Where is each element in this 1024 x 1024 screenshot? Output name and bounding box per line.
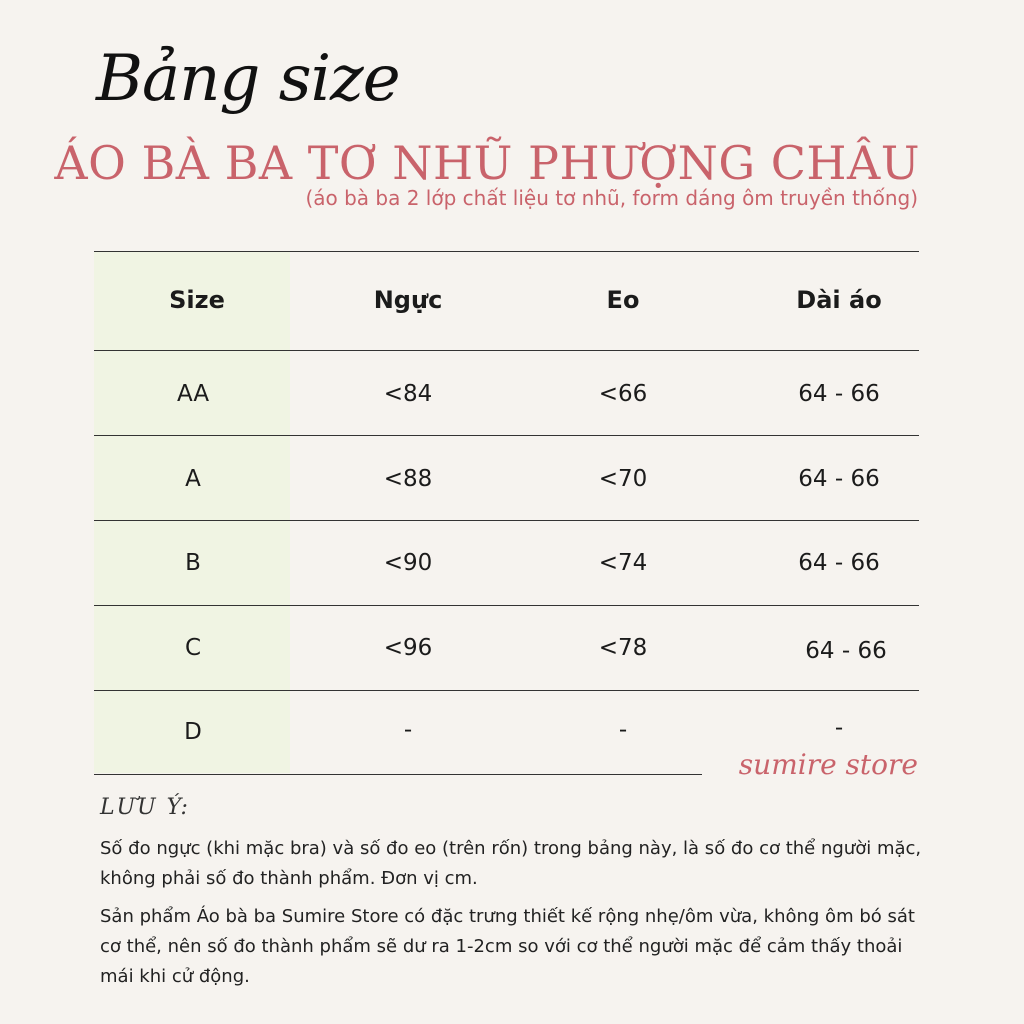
waist-cell: <74 [598, 550, 648, 576]
product-title: ÁO BÀ BA TƠ NHŨ PHƯỢNG CHÂU [54, 136, 920, 190]
chest-cell: <96 [383, 635, 433, 661]
length-cell: - [834, 715, 844, 741]
chest-cell: <90 [383, 550, 433, 576]
table-header-rule [94, 350, 919, 351]
brand-signature: sumire store [738, 748, 918, 781]
waist-cell: <66 [598, 381, 648, 407]
note-paragraph-measurements: Số đo ngực (khi mặc bra) và số đo eo (trên rốn) trong bảng này, là số đo cơ thể người mặc, không phải số đo thành phẩm. Đơn vị cm. [100, 838, 922, 889]
size-column-background [94, 251, 290, 773]
length-cell: 64 - 66 [805, 638, 887, 664]
table-row-rule [94, 690, 919, 691]
size-cell: B [185, 550, 201, 576]
size-cell: D [184, 719, 202, 745]
chest-cell: <88 [383, 466, 433, 492]
table-row-rule [94, 520, 919, 521]
column-header-chest: Ngực [373, 286, 443, 314]
chest-cell: <84 [383, 381, 433, 407]
script-title: Bảng size [96, 42, 400, 116]
size-cell: A [185, 466, 201, 492]
table-bottom-rule [94, 774, 702, 775]
length-cell: 64 - 66 [798, 550, 880, 576]
waist-cell: <70 [598, 466, 648, 492]
note-paragraph-fit: Sản phẩm Áo bà ba Sumire Store có đặc trưng thiết kế rộng nhẹ/ôm vừa, không ôm bó sát cơ thể, nên số đo thành phẩm sẽ dư ra 1-2cm so với cơ thể người mặc để cảm thấy thoải mái khi cử động. [100, 906, 915, 987]
product-subtitle: (áo bà ba 2 lớp chất liệu tơ nhũ, form dáng ôm truyền thống) [305, 186, 918, 210]
table-row-rule [94, 435, 919, 436]
waist-cell: - [618, 717, 628, 743]
size-cell: AA [176, 381, 210, 407]
column-header-waist: Eo [606, 286, 640, 314]
note-title: LƯU Ý: [100, 795, 190, 820]
table-top-rule [94, 251, 919, 252]
length-cell: 64 - 66 [798, 381, 880, 407]
table-row-rule [94, 605, 919, 606]
length-cell: 64 - 66 [798, 466, 880, 492]
column-header-size: Size [169, 286, 225, 314]
chest-cell: - [403, 717, 413, 743]
waist-cell: <78 [598, 635, 648, 661]
size-cell: C [184, 635, 202, 661]
column-header-length: Dài áo [796, 286, 882, 314]
